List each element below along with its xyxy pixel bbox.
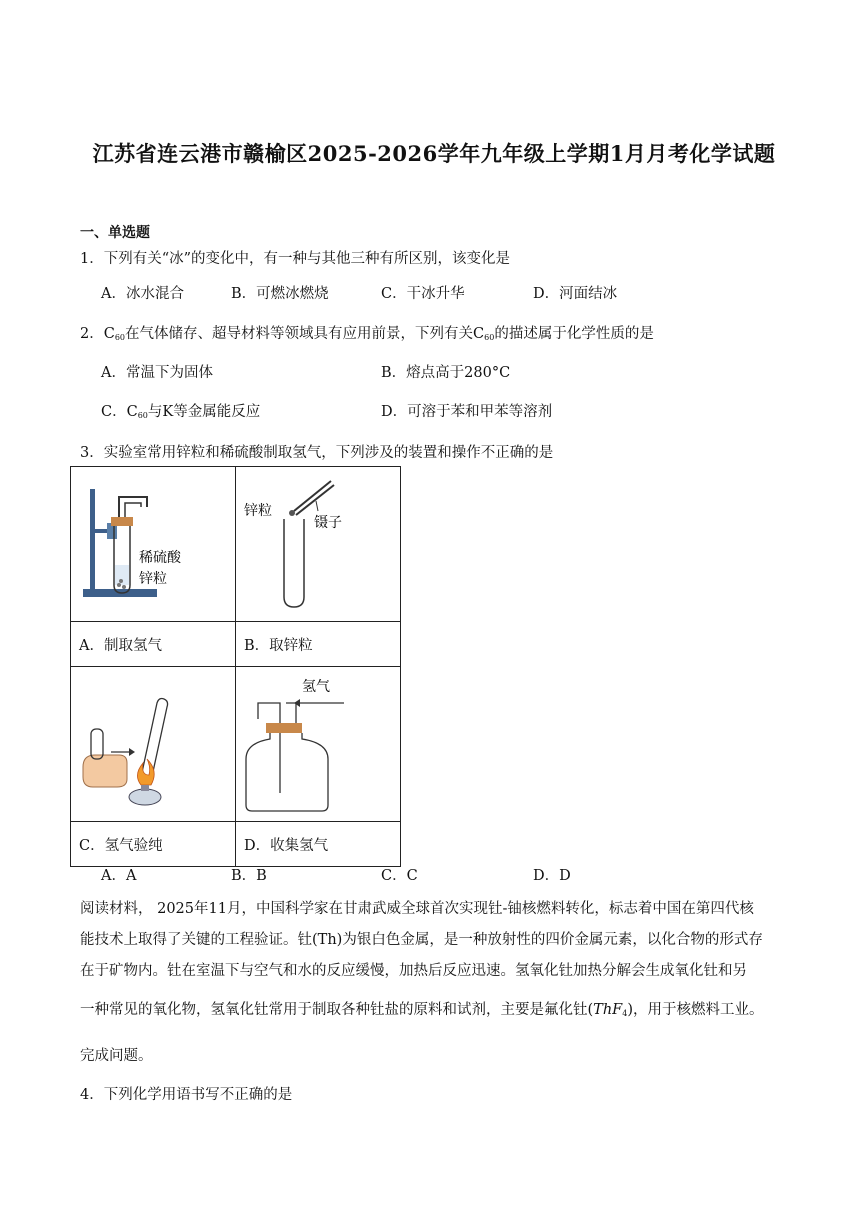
reading-line-3: 在于矿物内。钍在室温下与空气和水的反应缓慢，加热后反应迅速。氢氧化钍加热分解会生成氧化钍和另 [80, 963, 747, 979]
take-zinc-figure [236, 467, 400, 617]
q3-option-a: A．A [101, 868, 137, 884]
q1-option-a: A．冰水混合 [101, 286, 184, 302]
apparatus-table [70, 466, 401, 867]
caption-b: B．取锌粒 [236, 622, 401, 667]
reading-line-2: 能技术上取得了关键的工程验证。钍(Th)为银白色金属，是一种放射性的四价金属元素，以化合物的形式存 [80, 932, 763, 948]
q2-option-c: C．$C_{60}$与K等金属能反应 [101, 404, 261, 420]
zinc-label-2: 锌粒 [244, 503, 272, 519]
figure-b-cell [236, 467, 401, 622]
q2-option-a: A．常温下为固体 [101, 365, 213, 381]
q1-option-d: D．河面结冰 [533, 286, 618, 302]
caption-c: C．氢气验纯 [71, 822, 236, 867]
q3-option-c: C．C [381, 868, 418, 884]
question-1-stem: 1．下列有关“冰”的变化中，有一种与其他三种有所区别，该变化是 [80, 251, 511, 267]
zinc-label: 锌粒 [139, 571, 167, 587]
figure-a-cell [71, 467, 236, 622]
reading-line-4: 一种常见的氧化物，氢氧化钍常用于制取各种钍盐的原料和试剂，主要是氟化钍(ThF$_4$)，用于核燃料工业。 [80, 1002, 764, 1018]
tweezers-label: 镊子 [314, 515, 342, 531]
q1-option-b: B．可燃冰燃烧 [231, 286, 329, 302]
q3-option-d: D．D [533, 868, 571, 884]
caption-d: D．收集氢气 [236, 822, 401, 867]
reading-line-5: 完成问题。 [80, 1048, 153, 1064]
acid-label: 稀硫酸 [139, 550, 181, 566]
purity-test-figure [71, 667, 235, 817]
q3-option-b: B．B [231, 868, 267, 884]
caption-a: A．制取氢气 [71, 622, 236, 667]
q2-option-d: D．可溶于苯和甲苯等溶剂 [381, 404, 553, 420]
page-title: 江苏省连云港市赣榆区2025-2026学年九年级上学期1月月考化学试题 [92, 141, 776, 166]
question-3-stem: 3．实验室常用锌粒和稀硫酸制取氢气，下列涉及的装置和操作不正确的是 [80, 445, 554, 461]
figure-d-cell [236, 667, 401, 822]
collect-hydrogen-figure [236, 667, 400, 817]
question-4-stem: 4．下列化学用语书写不正确的是 [80, 1087, 293, 1103]
question-2-stem: 2．$C_{60}$在气体储存、超导材料等领域具有应用前景，下列有关$C_{60}$的描述属于化学性质的是 [80, 326, 654, 342]
section-heading: 一、单选题 [80, 225, 150, 241]
hydrogen-generator-figure [71, 467, 235, 617]
q1-option-c: C．干冰升华 [381, 286, 465, 302]
hydrogen-label: 氢气 [302, 679, 330, 695]
q2-option-b: B．熔点高于280°C [381, 365, 511, 381]
figure-c-cell [71, 667, 236, 822]
reading-line-1: 阅读材料， 2025年11月，中国科学家在甘肃武威全球首次实现钍-铀核燃料转化，标志着中国在第四代核 [80, 901, 754, 917]
